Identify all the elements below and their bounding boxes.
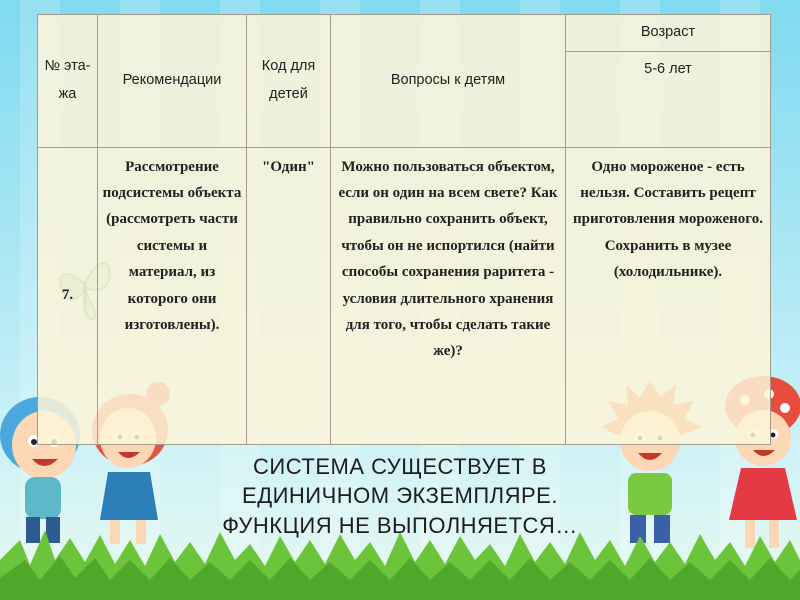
cell-stage-number: 7.: [38, 147, 98, 444]
header-code: Код для детей: [247, 15, 331, 148]
header-age: Возраст: [566, 15, 771, 52]
header-recommendations: Рекомендации: [98, 15, 247, 148]
cell-recommendations: Рассмотрение подсистемы объекта (рассмотреть части системы и материал, из которого они изготовлены).: [98, 147, 247, 444]
recommendations-table-container: [37, 14, 770, 445]
cell-code: "Один": [247, 147, 331, 444]
caption-line-2: ЕДИНИЧНОМ ЭКЗЕМПЛЯРЕ.: [242, 483, 558, 509]
cell-questions: Можно пользоваться объектом, если он один на всем свете? Как правильно сохранить объект, чтобы он не испортился (найти способы сохранения раритета - условия длительного хранения для того, чтобы сделать такие же)?: [331, 147, 566, 444]
caption-line-1: СИСТЕМА СУЩЕСТВУЕТ В: [253, 454, 547, 479]
slide-caption: [150, 452, 650, 540]
caption-line-3: ФУНКЦИЯ НЕ ВЫПОЛНЯЕТСЯ…: [222, 512, 578, 538]
cell-age-answer: Одно мороженое - есть нельзя. Составить рецепт приготовления мороженого. Сохранить в музее (холодильнике).: [566, 147, 771, 444]
recommendations-table: [37, 14, 771, 445]
header-questions: Вопросы к детям: [331, 15, 566, 148]
header-stage: № эта-жа: [38, 15, 98, 148]
header-age-group: 5-6 лет: [566, 51, 771, 147]
